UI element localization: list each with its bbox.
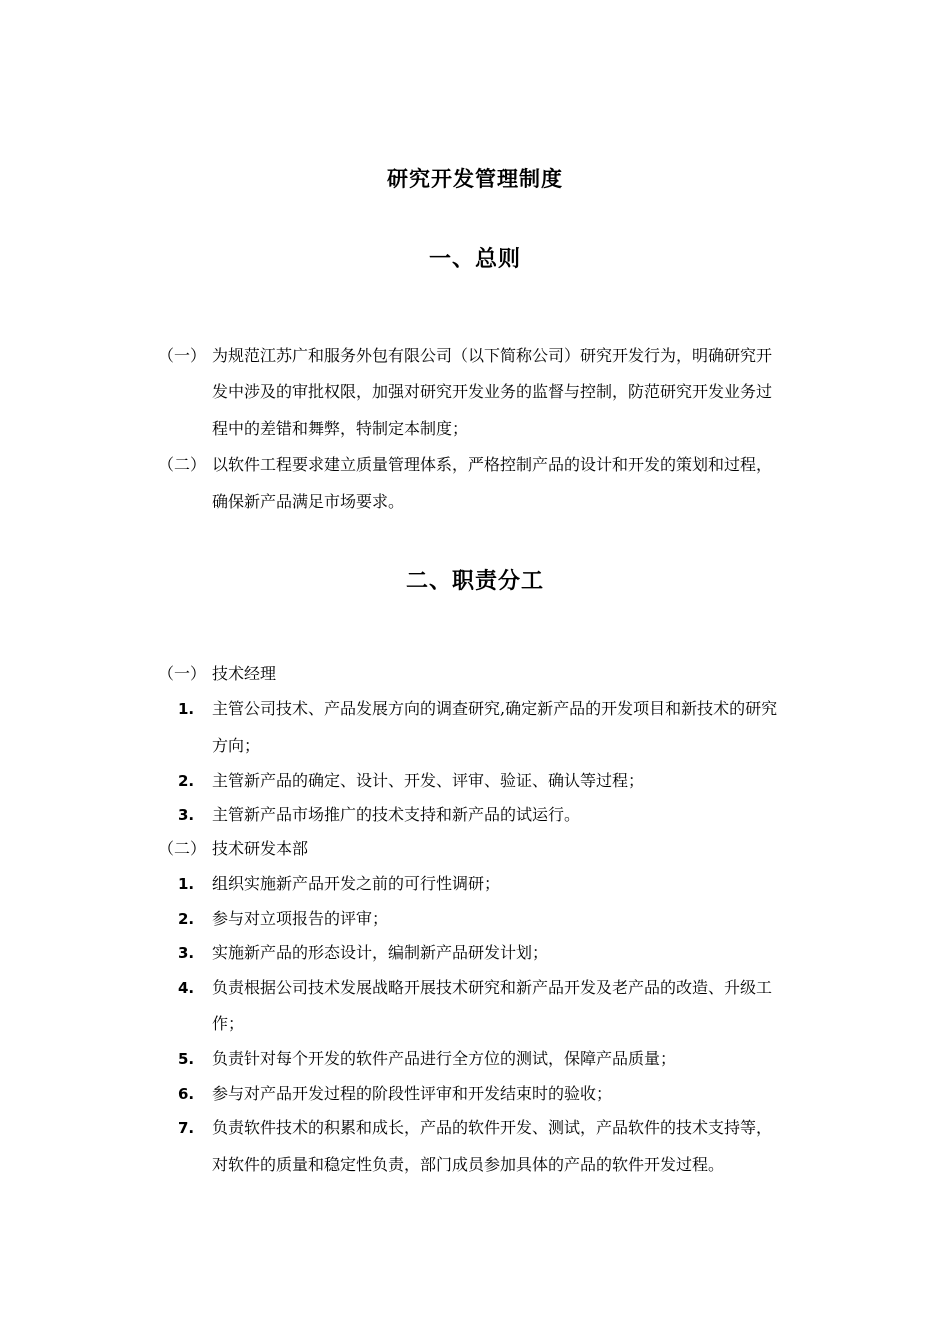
item-number: 5. [178, 1050, 195, 1068]
item-text-line: 负责针对每个开发的软件产品进行全方位的测试，保障产品质量； [212, 1049, 677, 1068]
item-text-line: 主管新产品的确定、设计、开发、评审、验证、确认等过程； [212, 771, 645, 790]
item-number: 1. [178, 875, 195, 893]
item-text-line: 作； [212, 1014, 245, 1033]
clause-text-line: 为规范江苏广和服务外包有限公司（以下简称公司）研究开发行为，明确研究开 [212, 346, 773, 365]
item-number: 6. [178, 1085, 195, 1103]
clause-text-line: 以软件工程要求建立质量管理体系，严格控制产品的设计和开发的策划和过程， [212, 455, 773, 474]
item-text-line: 主管公司技术、产品发展方向的调查研究,确定新产品的开发项目和新技术的研究 [212, 699, 778, 718]
item-text-line: 方向； [212, 736, 261, 755]
item-number: 2. [178, 910, 195, 928]
subsection-marker: （一） [158, 664, 207, 683]
item-number: 1. [178, 700, 195, 718]
subsection-marker: （二） [158, 839, 207, 858]
item-text-line: 参与对立项报告的评审； [212, 909, 389, 928]
clause-marker: （一） [158, 346, 207, 365]
item-text-line: 负责根据公司技术发展战略开展技术研究和新产品开发及老产品的改造、升级工 [212, 978, 773, 997]
item-number: 4. [178, 979, 195, 997]
item-number: 2. [178, 772, 195, 790]
item-text-line: 组织实施新产品开发之前的可行性调研； [212, 874, 501, 893]
clause-text-line: 确保新产品满足市场要求。 [212, 492, 405, 511]
item-number: 7. [178, 1119, 195, 1137]
section-heading-general: 一、总则 [428, 247, 521, 272]
clause-text-line: 发中涉及的审批权限，加强对研究开发业务的监督与控制，防范研究开发业务过 [212, 382, 773, 401]
item-text-line: 实施新产品的形态设计，编制新产品研发计划； [212, 943, 549, 962]
item-text-line: 负责软件技术的积累和成长，产品的软件开发、测试，产品软件的技术支持等， [212, 1118, 773, 1137]
item-number: 3. [178, 806, 195, 824]
item-text-line: 主管新产品市场推广的技术支持和新产品的试运行。 [212, 805, 581, 824]
item-number: 3. [178, 944, 195, 962]
document-title: 研究开发管理制度 [387, 167, 563, 191]
item-text-line: 对软件的质量和稳定性负责，部门成员参加具体的产品的软件开发过程。 [212, 1155, 725, 1174]
subsection-title: 技术研发本部 [212, 839, 309, 858]
item-text-line: 参与对产品开发过程的阶段性评审和开发结束时的验收； [212, 1084, 613, 1103]
subsection-title: 技术经理 [212, 664, 277, 683]
clause-marker: （二） [158, 455, 207, 474]
section-heading-responsibilities: 二、职责分工 [405, 569, 544, 594]
clause-text-line: 程中的差错和舞弊，特制定本制度； [212, 419, 469, 438]
